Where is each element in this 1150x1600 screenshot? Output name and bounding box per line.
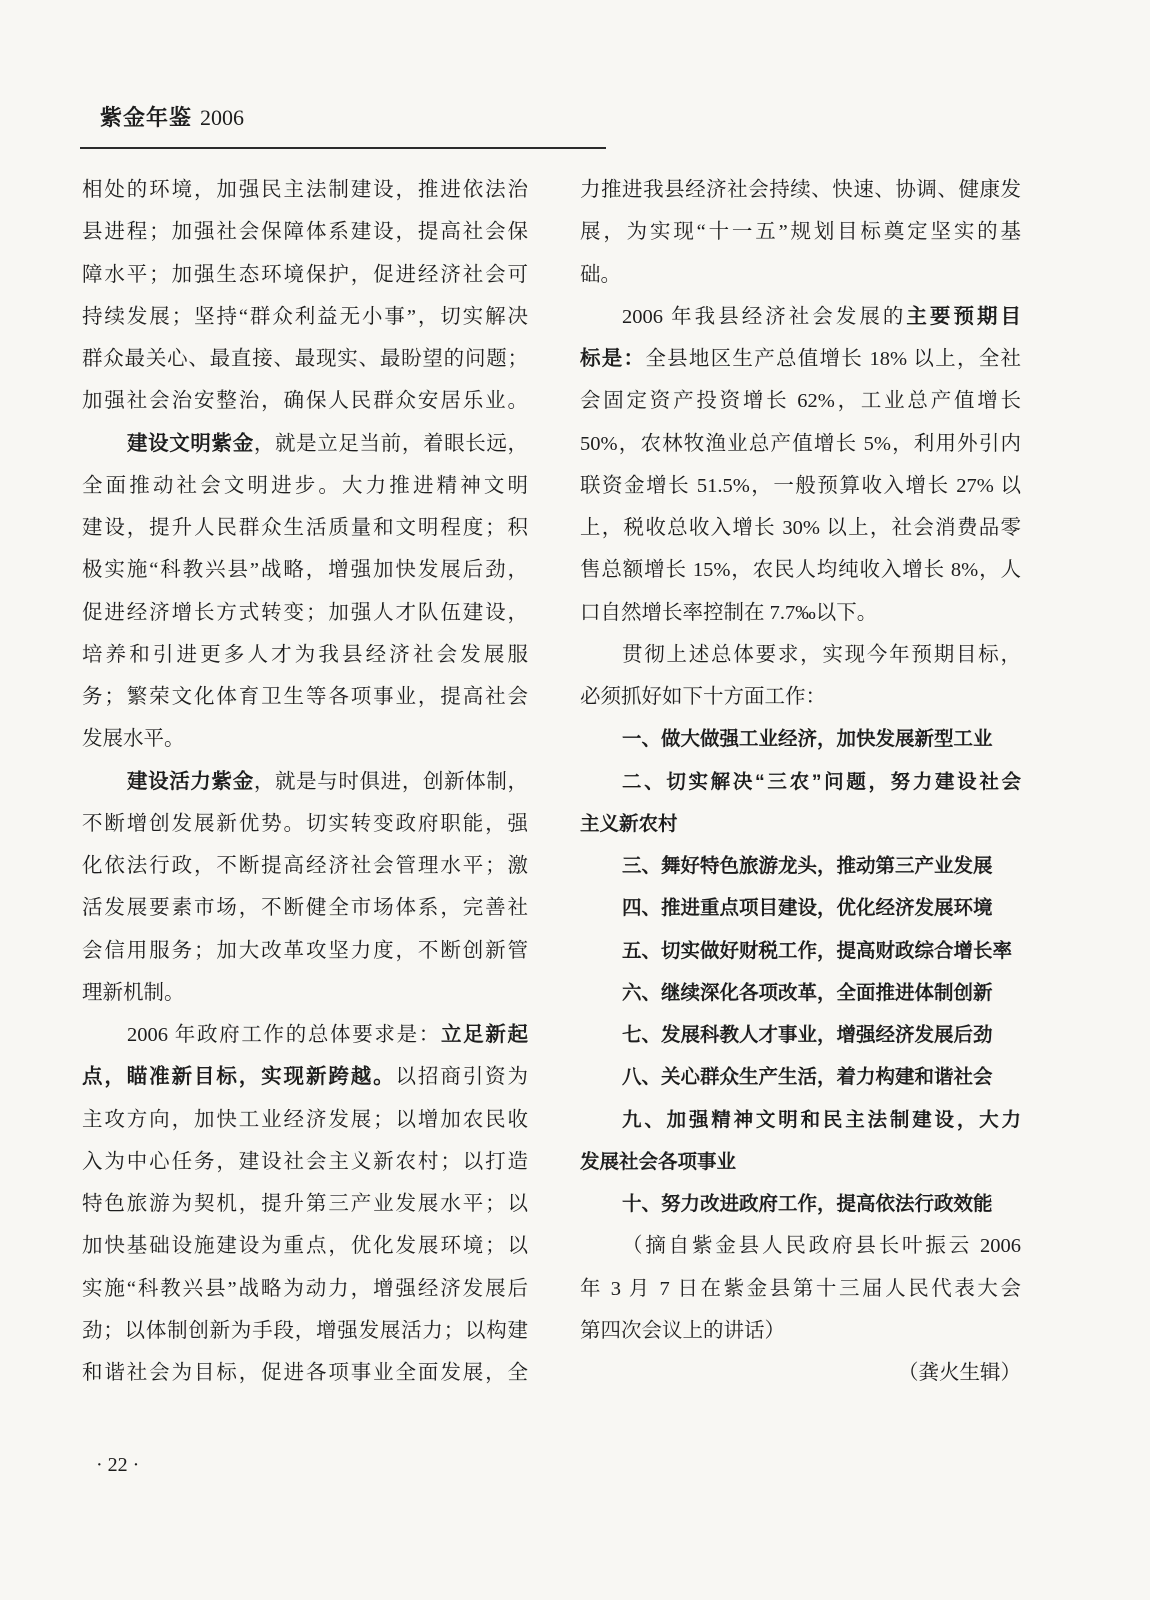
text-line: 务；繁荣文化体育卫生等各项事业，提高社会 [82,686,528,708]
work-item: 十、努力改进政府工作，提高依法行政效能 [622,1193,993,1215]
text-line: 础。 [580,263,621,286]
text-line: 不断增创发展新优势。切实转变政府职能，强 [82,812,528,835]
text-line: 和谐社会为目标，促进各项事业全面发展，全 [82,1362,528,1384]
text-line: （摘自紫金县人民政府县长叶振云 2006 [622,1235,1021,1258]
header-rule [80,147,606,149]
text-line: 发展水平。 [82,728,185,751]
text-line [82,761,528,803]
text-line: 培养和引进更多人才为我县经济社会发展服 [82,643,528,666]
text-line: 持续发展；坚持“群众利益无小事”，切实解决 [82,305,528,328]
text-line: 加快基础设施建设为重点，优化发展环境；以 [82,1235,528,1258]
work-item-list [580,718,1021,1225]
text-line: 上，税收总收入增长 30% 以上，社会消费品零 [580,517,1021,539]
emphasis-text: 标是： [580,347,646,370]
text-line [580,296,1021,338]
paragraph [82,1014,528,1394]
text-line: 售总额增长 15%，农民人均纯收入增长 8%，人 [580,559,1021,582]
work-item: 一、做大做强工业经济，加快发展新型工业 [622,728,993,751]
right-column [580,169,1021,1394]
running-header [100,104,244,132]
work-item: 四、推进重点项目建设，优化经济发展环境 [622,897,993,920]
text-line: 展，为实现“十一五”规划目标奠定坚实的基 [580,221,1021,244]
work-item: 三、舞好特色旅游龙头，推动第三产业发展 [622,855,993,877]
header-year: 2006 [200,105,245,130]
header-book-title: 紫金年鉴 [100,105,193,130]
source-note [580,1225,1021,1352]
text-segment: 全县地区生产总值增长 18% 以上，全社 [645,348,1022,370]
page-number: · 22 · [96,1454,140,1476]
text-line: 群众最关心、最直接、最现实、最盼望的问题； [82,348,528,370]
text-line: 相处的环境，加强民主法制建设，推进依法治 [82,179,528,201]
paragraph [580,169,1021,296]
emphasis-text: 点，瞄准新目标，实现新跨越。 [82,1065,396,1089]
text-line [82,1056,528,1098]
text-line: 加强社会治安整治，确保人民群众安居乐业。 [82,390,528,413]
text-line: 会信用服务；加大改革攻坚力度，不断创新管 [82,939,528,962]
text-line: 活发展要素市场，不断健全市场体系，完善社 [82,897,528,920]
text-line: 贯彻上述总体要求，实现今年预期目标， [622,643,1021,666]
work-item: 六、继续深化各项改革，全面推进体制创新 [622,981,993,1004]
text-line: 全面推动社会文明进步。大力推进精神文明 [82,474,528,497]
text-line: 劲；以体制创新为手段，增强发展活力；以构建 [82,1319,528,1342]
emphasis-text: 建设活力紫金 [127,769,254,793]
paragraph [82,423,528,761]
work-item: 七、发展科教人才事业，增强经济发展后劲 [622,1024,993,1046]
work-item-continuation: 主义新农村 [580,812,678,835]
text-line: 县进程；加强社会保障体系建设，提高社会保 [82,221,528,244]
text-line: 必须抓好如下十方面工作： [580,686,826,708]
text-line: 联资金增长 51.5%，一般预算收入增长 27% 以 [580,474,1021,497]
paragraph [82,169,528,423]
text-line [82,423,528,465]
emphasis-text: 主要预期目 [906,304,1022,328]
text-line [580,338,1021,380]
text-line: 极实施“科教兴县”战略，增强加快发展后劲， [82,559,528,582]
paragraph [580,296,1021,634]
work-item-continuation: 发展社会各项事业 [580,1150,737,1173]
editor-credit: （龚火生辑） [898,1362,1021,1384]
work-item: 二、切实解决“三农”问题，努力建设社会 [622,770,1021,793]
text-line: 障水平；加强生态环境保护，促进经济社会可 [82,263,528,286]
text-line: 第四次会议上的讲话） [580,1319,785,1342]
text-segment: ，就是与时俱进，创新体制， [253,770,529,793]
work-item: 八、关心群众生产生活，着力构建和谐社会 [622,1066,993,1089]
text-line: 力推进我县经济社会持续、快速、协调、健康发 [580,179,1021,201]
emphasis-text: 建设文明紫金 [127,431,254,455]
text-line: 会固定资产投资增长 62%，工业总产值增长 [580,390,1021,413]
text-line: 主攻方向，加快工业经济发展；以增加农民收 [82,1108,528,1131]
text-segment: 以招商引资为 [395,1066,529,1089]
text-line [82,1014,528,1056]
text-line: 实施“科教兴县”战略为动力，增强经济发展后 [82,1277,528,1300]
text-line: 促进经济增长方式转变；加强人才队伍建设， [82,601,528,624]
text-line: 特色旅游为契机，提升第三产业发展水平；以 [82,1193,528,1215]
paragraph [580,634,1021,719]
text-line: 化依法行政，不断提高经济社会管理水平；激 [82,855,528,877]
text-line: 年 3 月 7 日在紫金县第十三届人民代表大会 [580,1277,1021,1300]
text-segment: ，就是立足当前，着眼长远， [253,432,529,455]
text-line: 入为中心任务，建设社会主义新农村；以打造 [82,1150,528,1173]
text-segment: 2006 年我县经济社会发展的 [622,305,907,328]
paragraph [82,761,528,1015]
work-item: 五、切实做好财税工作，提高财政综合增长率 [622,939,1013,962]
emphasis-text: 立足新起 [440,1023,529,1046]
text-line: 理新机制。 [82,981,185,1004]
left-column [82,169,528,1394]
work-item: 九、加强精神文明和民主法制建设，大力 [622,1108,1021,1131]
text-segment: 2006 年政府工作的总体要求是： [127,1024,441,1046]
text-line: 口自然增长率控制在 7.7‰以下。 [580,601,878,624]
text-line: 50%，农林牧渔业总产值增长 5%，利用外引内 [580,432,1021,455]
text-line: 建设，提升人民群众生活质量和文明程度；积 [82,517,528,539]
